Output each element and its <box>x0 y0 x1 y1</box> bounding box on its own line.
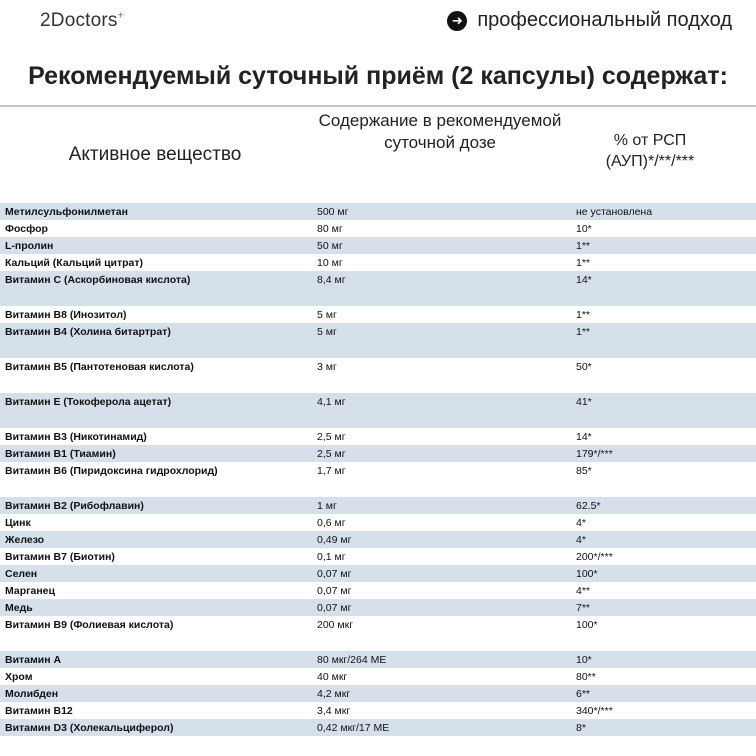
row-substance: Витамин C (Аскорбиновая кислота) <box>5 274 191 286</box>
row-amount: 200 мкг <box>317 619 354 631</box>
row-percent: 1** <box>576 240 591 252</box>
row-percent: 14* <box>576 274 592 286</box>
column-header-substance: Активное вещество <box>68 144 242 165</box>
row-amount: 500 мг <box>317 206 349 218</box>
row-amount: 4,2 мкг <box>317 688 351 700</box>
row-substance: Витамин B4 (Холина битартрат) <box>5 326 171 338</box>
row-amount: 0,6 мг <box>317 517 346 529</box>
row-amount: 2,5 мг <box>317 448 346 460</box>
row-percent: не установлена <box>576 206 653 218</box>
row-substance: Витамин B3 (Никотинамид) <box>5 431 147 443</box>
header-divider <box>0 105 756 107</box>
row-substance: Витамин B7 (Биотин) <box>5 551 115 563</box>
row-substance: Витамин B1 (Тиамин) <box>5 448 116 460</box>
nutrient-table <box>0 203 756 736</box>
row-amount: 0,07 мг <box>317 568 352 580</box>
table-row <box>0 531 756 548</box>
row-percent: 200*/*** <box>576 551 613 563</box>
row-substance: Витамин D3 (Холекальциферол) <box>5 722 174 734</box>
row-percent: 62.5* <box>576 500 601 512</box>
row-substance: Хром <box>5 671 33 683</box>
table-row <box>0 323 756 358</box>
row-substance: Витамин B9 (Фолиевая кислота) <box>5 619 174 631</box>
row-percent: 179*/*** <box>576 448 613 460</box>
row-substance: Селен <box>5 568 38 580</box>
row-percent: 1** <box>576 326 591 338</box>
row-percent: 100* <box>576 619 598 631</box>
table-row <box>0 719 756 736</box>
row-amount: 3 мг <box>317 361 337 373</box>
row-percent: 10* <box>576 654 592 666</box>
table-row <box>0 514 756 531</box>
row-amount: 10 мг <box>317 257 343 269</box>
table-row <box>0 616 756 651</box>
row-amount: 0,42 мкг/17 МЕ <box>317 722 390 734</box>
row-amount: 3,4 мкг <box>317 705 351 717</box>
row-percent: 100* <box>576 568 598 580</box>
table-row <box>0 565 756 582</box>
row-substance: Фосфор <box>5 223 48 235</box>
table-row <box>0 306 756 323</box>
table-row <box>0 497 756 514</box>
row-amount: 80 мг <box>317 223 343 235</box>
table-row <box>0 685 756 702</box>
table-row <box>0 428 756 445</box>
row-substance: Витамин B12 <box>5 705 73 717</box>
row-percent: 80** <box>576 671 596 683</box>
row-amount: 1 мг <box>317 500 337 512</box>
table-row <box>0 254 756 271</box>
row-amount: 5 мг <box>317 326 337 338</box>
arrow-right-circle-icon: ➜ <box>447 11 467 31</box>
row-substance: Метилсульфонилметан <box>5 206 128 218</box>
table-row <box>0 237 756 254</box>
row-percent: 10* <box>576 223 592 235</box>
row-amount: 5 мг <box>317 309 337 321</box>
row-substance: Витамин B2 (Рибофлавин) <box>5 500 144 512</box>
row-amount: 0,1 мг <box>317 551 346 563</box>
row-percent: 6** <box>576 688 591 700</box>
row-percent: 85* <box>576 465 592 477</box>
table-row <box>0 271 756 306</box>
table-row <box>0 358 756 393</box>
table-row <box>0 445 756 462</box>
row-substance: L-пролин <box>5 240 54 252</box>
row-amount: 50 мг <box>317 240 343 252</box>
row-percent: 41* <box>576 396 592 408</box>
row-substance: Кальций (Кальций цитрат) <box>5 257 144 269</box>
logo-mark: + <box>117 10 124 22</box>
row-amount: 40 мкг <box>317 671 348 683</box>
column-header-content: Содержание в рекомендуемой суточной дозе <box>318 111 562 152</box>
row-percent: 8* <box>576 722 586 734</box>
row-substance: Витамин A <box>5 654 62 666</box>
table-row <box>0 651 756 668</box>
brand-logo[interactable] <box>40 10 124 32</box>
table-row <box>0 599 756 616</box>
row-percent: 340*/*** <box>576 705 613 717</box>
row-percent: 4* <box>576 534 586 546</box>
row-substance: Витамин B6 (Пиридоксина гидрохлорид) <box>5 465 218 477</box>
table-row <box>0 582 756 599</box>
row-percent: 1** <box>576 257 591 269</box>
row-percent: 4* <box>576 517 586 529</box>
table-row <box>0 393 756 428</box>
row-amount: 4,1 мг <box>317 396 346 408</box>
row-substance: Витамин E (Токоферола ацетат) <box>5 396 172 408</box>
row-amount: 2,5 мг <box>317 431 346 443</box>
row-percent: 7** <box>576 602 591 614</box>
logo-text: 2Doctors <box>40 10 118 31</box>
row-percent: 4** <box>576 585 591 597</box>
tagline-text: профессиональный подход <box>477 9 732 31</box>
row-amount: 0,49 мг <box>317 534 352 546</box>
row-amount: 80 мкг/264 МЕ <box>317 654 387 666</box>
tagline-link[interactable] <box>447 9 732 32</box>
row-percent: 14* <box>576 431 592 443</box>
table-row <box>0 220 756 237</box>
row-amount: 0,07 мг <box>317 585 352 597</box>
row-amount: 1,7 мг <box>317 465 346 477</box>
table-row <box>0 702 756 719</box>
row-amount: 8,4 мг <box>317 274 346 286</box>
table-row <box>0 548 756 565</box>
row-substance: Медь <box>5 602 33 614</box>
row-substance: Молибден <box>5 688 59 700</box>
table-row <box>0 668 756 685</box>
column-header-percent: % от РСП (АУП)*/**/*** <box>605 132 695 170</box>
page-title: Рекомендуемый суточный приём (2 капсулы) содержат: <box>28 62 728 90</box>
row-substance: Марганец <box>5 585 55 597</box>
row-substance: Цинк <box>5 517 31 529</box>
row-amount: 0,07 мг <box>317 602 352 614</box>
table-row <box>0 462 756 497</box>
row-substance: Витамин B5 (Пантотеновая кислота) <box>5 361 194 373</box>
row-substance: Железо <box>5 534 45 546</box>
table-row <box>0 203 756 220</box>
row-percent: 1** <box>576 309 591 321</box>
row-percent: 50* <box>576 361 592 373</box>
row-substance: Витамин B8 (Инозитол) <box>5 309 127 321</box>
